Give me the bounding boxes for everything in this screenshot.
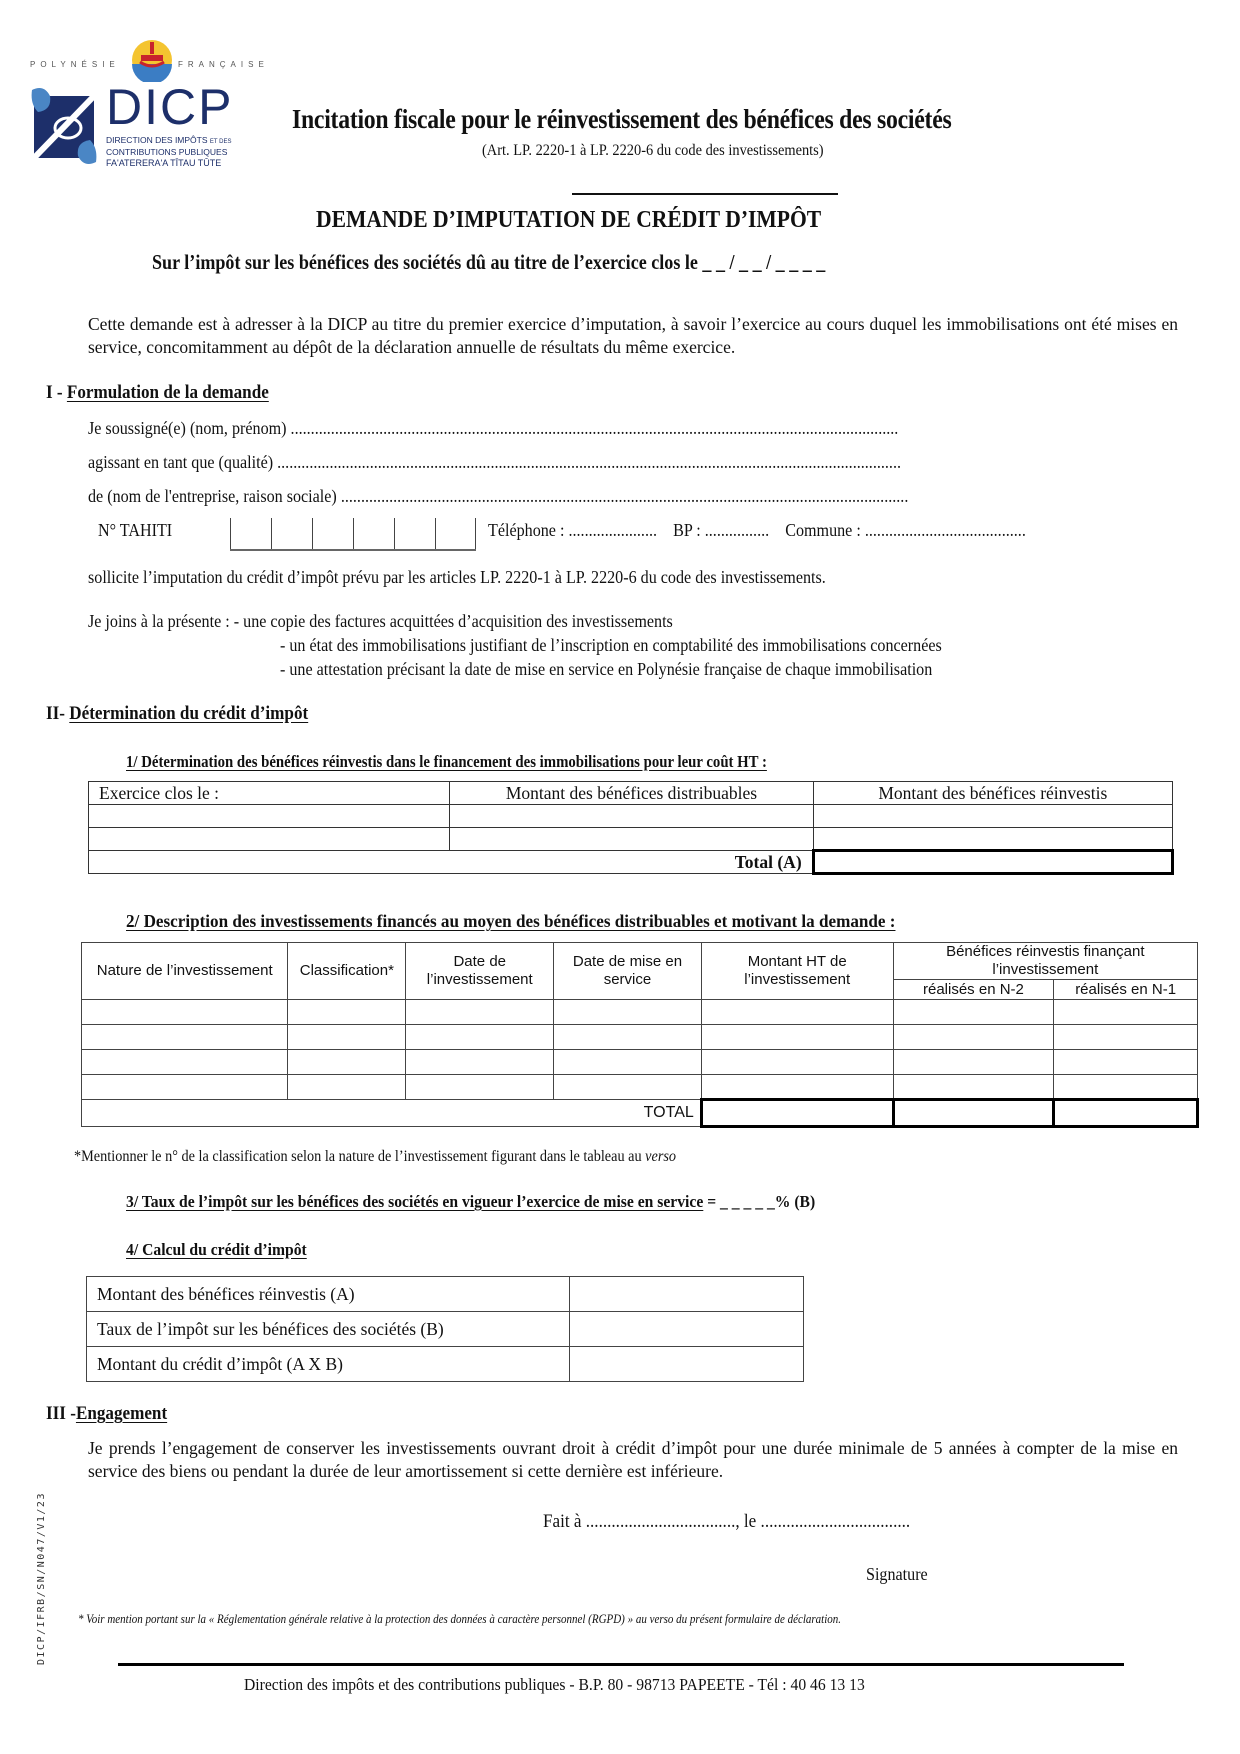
date-investment-cell[interactable] xyxy=(406,1075,554,1100)
section-1-title: Formulation de la demande xyxy=(66,382,269,403)
logo-francaise-label: FRANÇAISE xyxy=(178,60,269,69)
tahiti-digit-cell[interactable] xyxy=(353,518,394,549)
table-header-row xyxy=(89,782,1173,805)
tahiti-digit-cell[interactable] xyxy=(230,518,271,549)
date-service-cell[interactable] xyxy=(554,1050,702,1075)
investments-table xyxy=(81,942,1199,1128)
amount-cell[interactable] xyxy=(701,1075,893,1100)
subsection-4-title: 4/ Calcul du crédit d’impôt xyxy=(126,1240,307,1259)
n2-cell[interactable] xyxy=(893,1000,1054,1025)
classification-cell[interactable] xyxy=(288,1025,406,1050)
header-nature: Nature de l’investissement xyxy=(82,943,288,1000)
table-row xyxy=(82,1050,1198,1075)
calc-label: Montant des bénéfices réinvestis (A) xyxy=(87,1277,570,1312)
date-service-cell[interactable] xyxy=(554,1025,702,1050)
document-title: Incitation fiscale pour le réinvestissement des bénéfices des sociétés xyxy=(292,104,952,134)
place-date-line xyxy=(543,1511,910,1533)
nature-cell[interactable] xyxy=(82,1075,288,1100)
tahiti-number-input[interactable] xyxy=(230,518,476,551)
tax-credit-calc-table xyxy=(86,1276,804,1382)
classification-cell[interactable] xyxy=(288,1000,406,1025)
section-1-heading xyxy=(46,382,269,404)
name-input[interactable]: ....................................................................................................................................................... xyxy=(290,418,899,438)
logo-line1-small: ET DES xyxy=(209,139,232,145)
phone-input[interactable]: ...................... xyxy=(568,520,658,540)
quality-label: agissant en tant que (qualité) xyxy=(88,452,274,472)
table-row xyxy=(82,1000,1198,1025)
n2-cell[interactable] xyxy=(893,1050,1054,1075)
tahiti-digit-cell[interactable] xyxy=(394,518,435,549)
date-investment-cell[interactable] xyxy=(406,1000,554,1025)
document-subtitle: (Art. LP. 2220-1 à LP. 2220-6 du code des investissements) xyxy=(482,142,824,159)
date-label: , le xyxy=(735,1511,757,1532)
signature-label[interactable]: Signature xyxy=(866,1564,928,1584)
calc-label: Taux de l’impôt sur les bénéfices des sociétés (B) xyxy=(87,1312,570,1347)
date-input[interactable]: ................................... xyxy=(760,1511,911,1532)
commune-label: Commune : xyxy=(785,520,861,540)
header-exercice: Exercice clos le : xyxy=(89,782,450,805)
calc-value[interactable] xyxy=(570,1312,804,1347)
tahiti-label: N° TAHITI xyxy=(98,520,173,540)
table-row xyxy=(89,805,1173,828)
total-row xyxy=(89,851,1173,874)
quality-field[interactable] xyxy=(88,452,1091,473)
request-statement: sollicite l’imputation du crédit d’impôt prévu par les articles LP. 2220-1 à LP. 2220-6 du code des investissements. xyxy=(88,567,826,587)
total-a-value[interactable] xyxy=(813,851,1172,874)
total-n1-cell[interactable] xyxy=(1054,1100,1198,1127)
engagement-paragraph xyxy=(88,1437,1178,1483)
intro-paragraph xyxy=(88,313,1178,359)
section-2-title: Détermination du crédit d’impôt xyxy=(69,703,309,724)
reinvested-cell[interactable] xyxy=(813,805,1172,828)
phone-label: Téléphone : xyxy=(488,520,565,540)
tahiti-digit-cell[interactable] xyxy=(435,518,476,549)
attachment-item: - un état des immobilisations justifiant de l’inscription en comptabilité des immobilisations concernées xyxy=(280,635,942,655)
nature-cell[interactable] xyxy=(82,1050,288,1075)
date-service-cell[interactable] xyxy=(554,1000,702,1025)
subsection-3-heading xyxy=(126,1192,815,1212)
date-investment-cell[interactable] xyxy=(406,1025,554,1050)
classification-note xyxy=(74,1148,676,1166)
bp-label: BP : xyxy=(673,520,701,540)
section-2-heading xyxy=(46,703,308,725)
logo-line3: FA'ATERERA'A TĪTAU TŪTE xyxy=(106,158,222,168)
total-n2-cell[interactable] xyxy=(893,1100,1054,1127)
n1-cell[interactable] xyxy=(1054,1075,1198,1100)
total-amount-cell[interactable] xyxy=(701,1100,893,1127)
logo-acronym: DICP xyxy=(106,79,234,135)
form-reference-code: DICP/IFRB/SN/N047/V1/23 xyxy=(36,1492,47,1665)
company-label: de (nom de l'entreprise, raison sociale) xyxy=(88,486,337,506)
classification-cell[interactable] xyxy=(288,1075,406,1100)
calc-row xyxy=(87,1347,804,1382)
nature-cell[interactable] xyxy=(82,1000,288,1025)
calc-row xyxy=(87,1277,804,1312)
header-amount-ht: Montant HT de l’investissement xyxy=(701,943,893,1000)
form-subtitle: Sur l’impôt sur les bénéfices des sociétés dû au titre de l’exercice clos le _ _ / _ _ / _ _ _ _ xyxy=(152,250,826,274)
subsection-4-heading xyxy=(126,1240,307,1260)
table-row xyxy=(82,1025,1198,1050)
amount-cell[interactable] xyxy=(701,1000,893,1025)
company-input[interactable]: ............................................................................................................................................. xyxy=(340,486,909,506)
intro-text: Cette demande est à adresser à la DICP au titre du premier exercice d’imputation, à savoir l’exercice au cours duquel les immobilisations ont été mises en service, concomitamment au dépôt de la déclaration annuelle de résultats du même exercice. xyxy=(88,314,1178,357)
classification-note-text: *Mentionner le n° de la classification selon la nature de l’investissement figurant dans le tableau au xyxy=(74,1148,646,1165)
header-date-investment: Date de l’investissement xyxy=(406,943,554,1000)
subsection-2-title: 2/ Description des investissements financés au moyen des bénéfices distribuables et motivant la demande : xyxy=(126,911,896,931)
name-field[interactable] xyxy=(88,418,1091,439)
engagement-text: Je prends l’engagement de conserver les investissements ouvrant droit à crédit d’impôt pour une durée minimale de 5 années à compter de la mise en service des biens ou pendant la durée de leur amortissement si cette dernière est inférieure. xyxy=(88,1438,1178,1481)
amount-cell[interactable] xyxy=(701,1025,893,1050)
table-header-row xyxy=(82,943,1198,980)
attachment-item: - une attestation précisant la date de mise en service en Polynésie française de chaque immobilisation xyxy=(280,659,933,679)
logo-subtitle xyxy=(106,135,231,168)
place-label: Fait à xyxy=(543,1511,582,1532)
n1-cell[interactable] xyxy=(1054,1000,1198,1025)
total-a-label: Total (A) xyxy=(89,851,814,874)
distributable-cell[interactable] xyxy=(450,828,813,851)
header-n2: réalisés en N-2 xyxy=(893,980,1054,1000)
name-label: Je soussigné(e) (nom, prénom) xyxy=(88,418,287,438)
quality-input[interactable]: ........................................................................................................................................................... xyxy=(277,452,901,472)
company-field[interactable] xyxy=(88,486,1091,507)
section-3-heading xyxy=(46,1403,167,1425)
subsection-1-title: 1/ Détermination des bénéfices réinvestis dans le financement des immobilisations pour leur coût HT : xyxy=(126,752,767,771)
total-row xyxy=(82,1100,1198,1127)
distributable-cell[interactable] xyxy=(450,805,813,828)
subsection-1-heading xyxy=(126,752,767,772)
header-n1: réalisés en N-1 xyxy=(1054,980,1198,1000)
n2-cell[interactable] xyxy=(893,1025,1054,1050)
classification-note-verso: verso xyxy=(645,1148,677,1165)
tax-rate-input[interactable]: = _ _ _ _ _% (B) xyxy=(703,1192,816,1211)
title-divider xyxy=(572,193,838,195)
date-investment-cell[interactable] xyxy=(406,1050,554,1075)
attachments-block xyxy=(88,611,673,632)
nature-cell[interactable] xyxy=(82,1025,288,1050)
table-row xyxy=(89,828,1173,851)
logo-polynesie-label: POLYNÉSIE xyxy=(30,60,120,69)
footer-divider xyxy=(118,1663,1124,1666)
table-row xyxy=(82,1075,1198,1100)
contact-row xyxy=(488,520,1026,541)
section-1-number: I - xyxy=(46,382,67,403)
rgpd-footnote: * Voir mention portant sur la « Réglementation générale relative à la protection des données à caractère personnel (RGPD) » au verso du présent formulaire de déclaration. xyxy=(78,1612,842,1626)
total-label: TOTAL xyxy=(82,1100,702,1127)
header-reinvested: Montant des bénéfices réinvestis xyxy=(813,782,1172,805)
subsection-3-title: 3/ Taux de l’impôt sur les bénéfices des sociétés en vigueur l’exercice de mise en service xyxy=(126,1192,704,1211)
bp-input[interactable]: ................ xyxy=(704,520,770,540)
reinvested-profits-table xyxy=(88,781,1174,875)
calc-value[interactable] xyxy=(570,1347,804,1382)
section-3-title: Engagement xyxy=(75,1403,168,1424)
attachments-label: Je joins à la présente : xyxy=(88,611,230,631)
section-2-number: II- xyxy=(46,703,70,724)
section-3-number: III - xyxy=(46,1403,76,1424)
form-title: DEMANDE D’IMPUTATION DE CRÉDIT D’IMPÔT xyxy=(316,207,822,233)
dicp-mark-icon xyxy=(30,86,98,166)
reinvested-cell[interactable] xyxy=(813,828,1172,851)
amount-cell[interactable] xyxy=(701,1050,893,1075)
footer-address: Direction des impôts et des contributions publiques - B.P. 80 - 98713 PAPEETE - Tél : 40 46 13 13 xyxy=(244,1675,865,1694)
logo-line2: CONTRIBUTIONS PUBLIQUES xyxy=(106,147,228,157)
commune-input[interactable]: ........................................ xyxy=(864,520,1026,540)
n1-cell[interactable] xyxy=(1054,1050,1198,1075)
calc-label: Montant du crédit d’impôt (A X B) xyxy=(87,1347,570,1382)
tahiti-digit-cell[interactable] xyxy=(312,518,353,549)
exercice-cell[interactable] xyxy=(89,805,450,828)
dicp-logo xyxy=(30,38,269,168)
attachment-item: - une copie des factures acquittées d’acquisition des investissements xyxy=(233,611,673,631)
header-reinvested-group: Bénéfices réinvestis finançant l’investissement xyxy=(893,943,1197,980)
tahiti-digit-cell[interactable] xyxy=(271,518,312,549)
classification-cell[interactable] xyxy=(288,1050,406,1075)
header-date-service: Date de mise en service xyxy=(554,943,702,1000)
polynesia-emblem-icon xyxy=(130,38,174,82)
place-input[interactable]: ................................... xyxy=(585,1511,736,1532)
subsection-2-heading xyxy=(126,911,895,932)
exercice-cell[interactable] xyxy=(89,828,450,851)
calc-value[interactable] xyxy=(570,1277,804,1312)
header-classification: Classification* xyxy=(288,943,406,1000)
n1-cell[interactable] xyxy=(1054,1025,1198,1050)
n2-cell[interactable] xyxy=(893,1075,1054,1100)
date-service-cell[interactable] xyxy=(554,1075,702,1100)
logo-line1: DIRECTION DES IMPÔTS xyxy=(106,135,208,145)
calc-row xyxy=(87,1312,804,1347)
header-distributable: Montant des bénéfices distribuables xyxy=(450,782,813,805)
